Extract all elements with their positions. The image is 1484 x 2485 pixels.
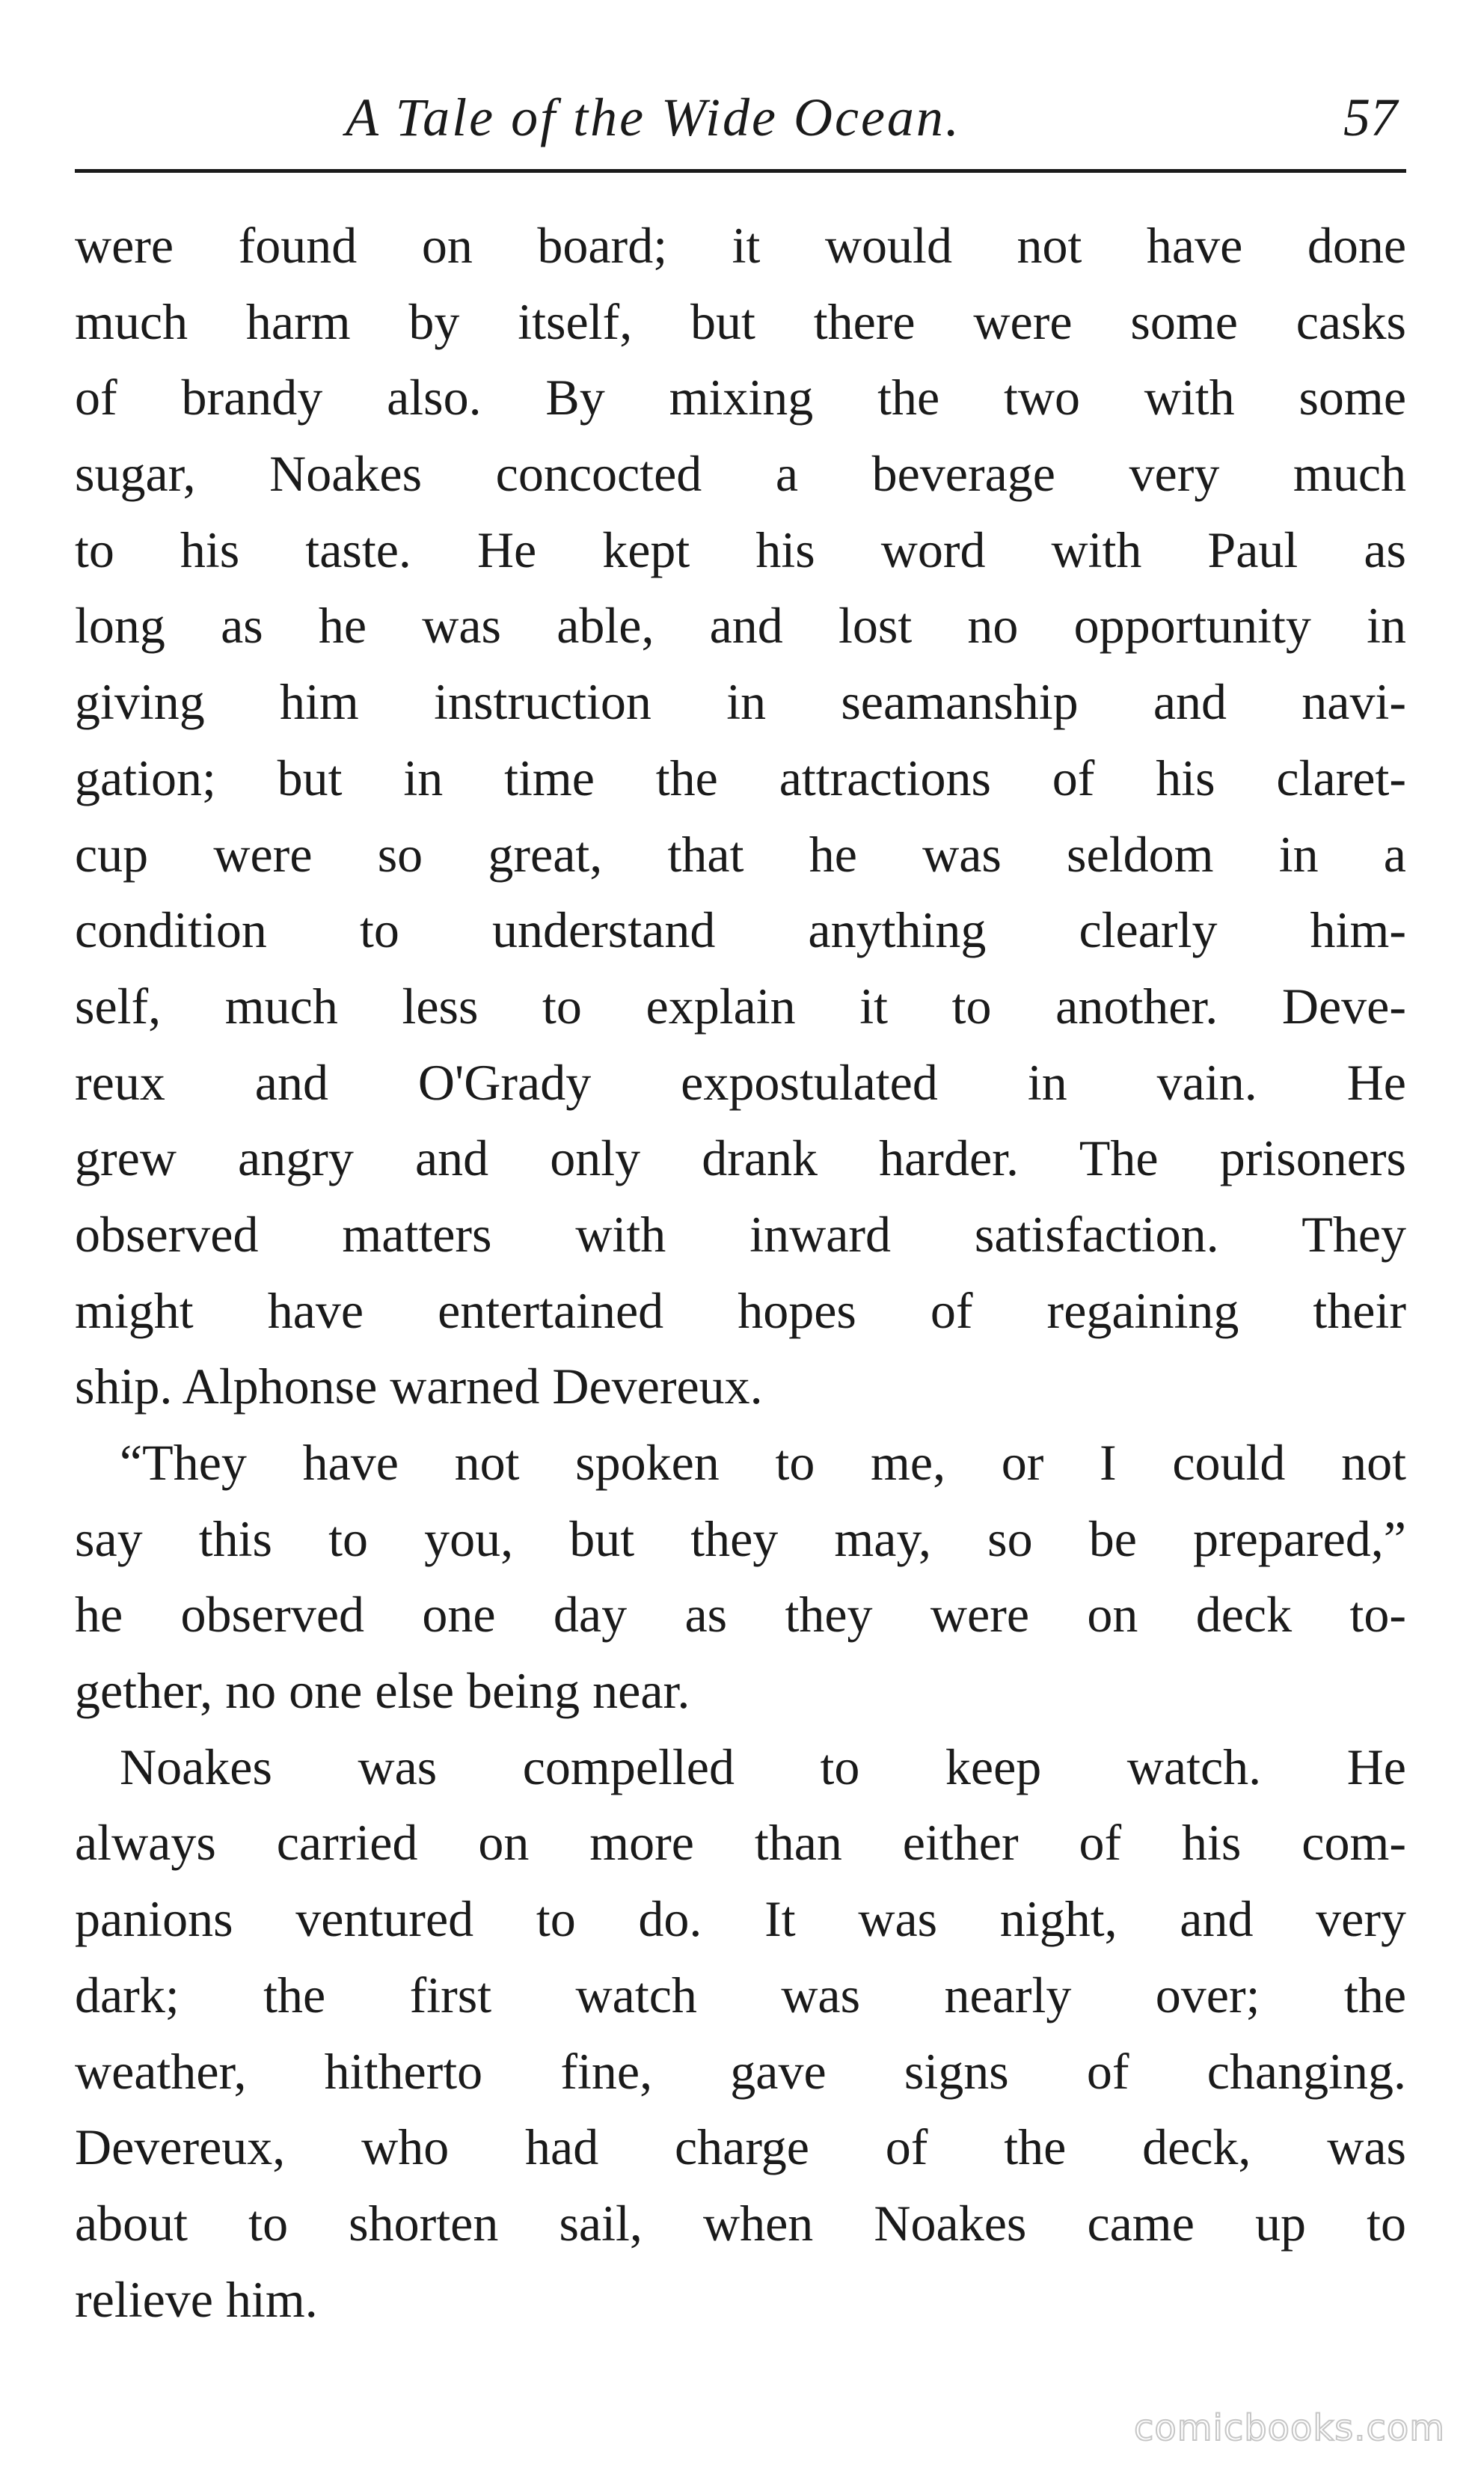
text-line: gation; but in time the attractions of his claret- <box>75 749 1406 806</box>
text-line: dark; the first watch was nearly over; the <box>75 1966 1406 2023</box>
running-title: A Tale of the Wide Ocean. <box>346 88 961 147</box>
text-line: panions ventured to do. It was night, and very <box>75 1890 1406 1948</box>
text-line: sugar, Noakes concocted a beverage very much <box>75 445 1406 503</box>
text-line: cup were so great, that he was seldom in a <box>75 825 1406 883</box>
header-rule <box>75 169 1406 173</box>
text-line: observed matters with inward satisfaction. They <box>75 1205 1406 1263</box>
text-line: he observed one day as they were on deck to- <box>75 1586 1406 1643</box>
page-header <box>75 69 1406 166</box>
text-line: about to shorten sail, when Noakes came up to <box>75 2194 1406 2252</box>
text-line: to his taste. He kept his word with Paul as <box>75 521 1406 578</box>
text-line: gether, no one else being near. <box>75 1662 690 1720</box>
text-line: much harm by itself, but there were some casks <box>75 292 1406 350</box>
text-line: relieve him. <box>75 2270 318 2328</box>
text-line: weather, hitherto fine, gave signs of changing. <box>75 2042 1406 2100</box>
text-line: condition to understand anything clearly him- <box>75 901 1406 959</box>
watermark: comicbooks.com <box>1133 2407 1445 2449</box>
page-number: 57 <box>1343 88 1397 147</box>
text-line: grew angry and only drank harder. The prisoners <box>75 1130 1406 1187</box>
text-line: reux and O'Grady expostulated in vain. He <box>75 1053 1406 1111</box>
text-line: were found on board; it would not have done <box>75 217 1406 274</box>
text-line: always carried on more than either of his com- <box>75 1814 1406 1872</box>
body-text <box>75 208 1406 2338</box>
text-line: long as he was able, and lost no opportunity in <box>75 597 1406 655</box>
text-line: self, much less to explain it to another. Deve- <box>75 977 1406 1035</box>
text-line: “They have not spoken to me, or I could not <box>120 1434 1406 1491</box>
text-line: Devereux, who had charge of the deck, was <box>75 2118 1406 2176</box>
text-line: say this to you, but they may, so be prepared,” <box>75 1510 1406 1567</box>
text-line: might have entertained hopes of regaining their <box>75 1281 1406 1339</box>
text-line: of brandy also. By mixing the two with some <box>75 369 1406 426</box>
text-line: giving him instruction in seamanship and navi- <box>75 673 1406 731</box>
text-line: Noakes was compelled to keep watch. He <box>120 1738 1406 1795</box>
text-line: ship. Alphonse warned Devereux. <box>75 1358 763 1415</box>
